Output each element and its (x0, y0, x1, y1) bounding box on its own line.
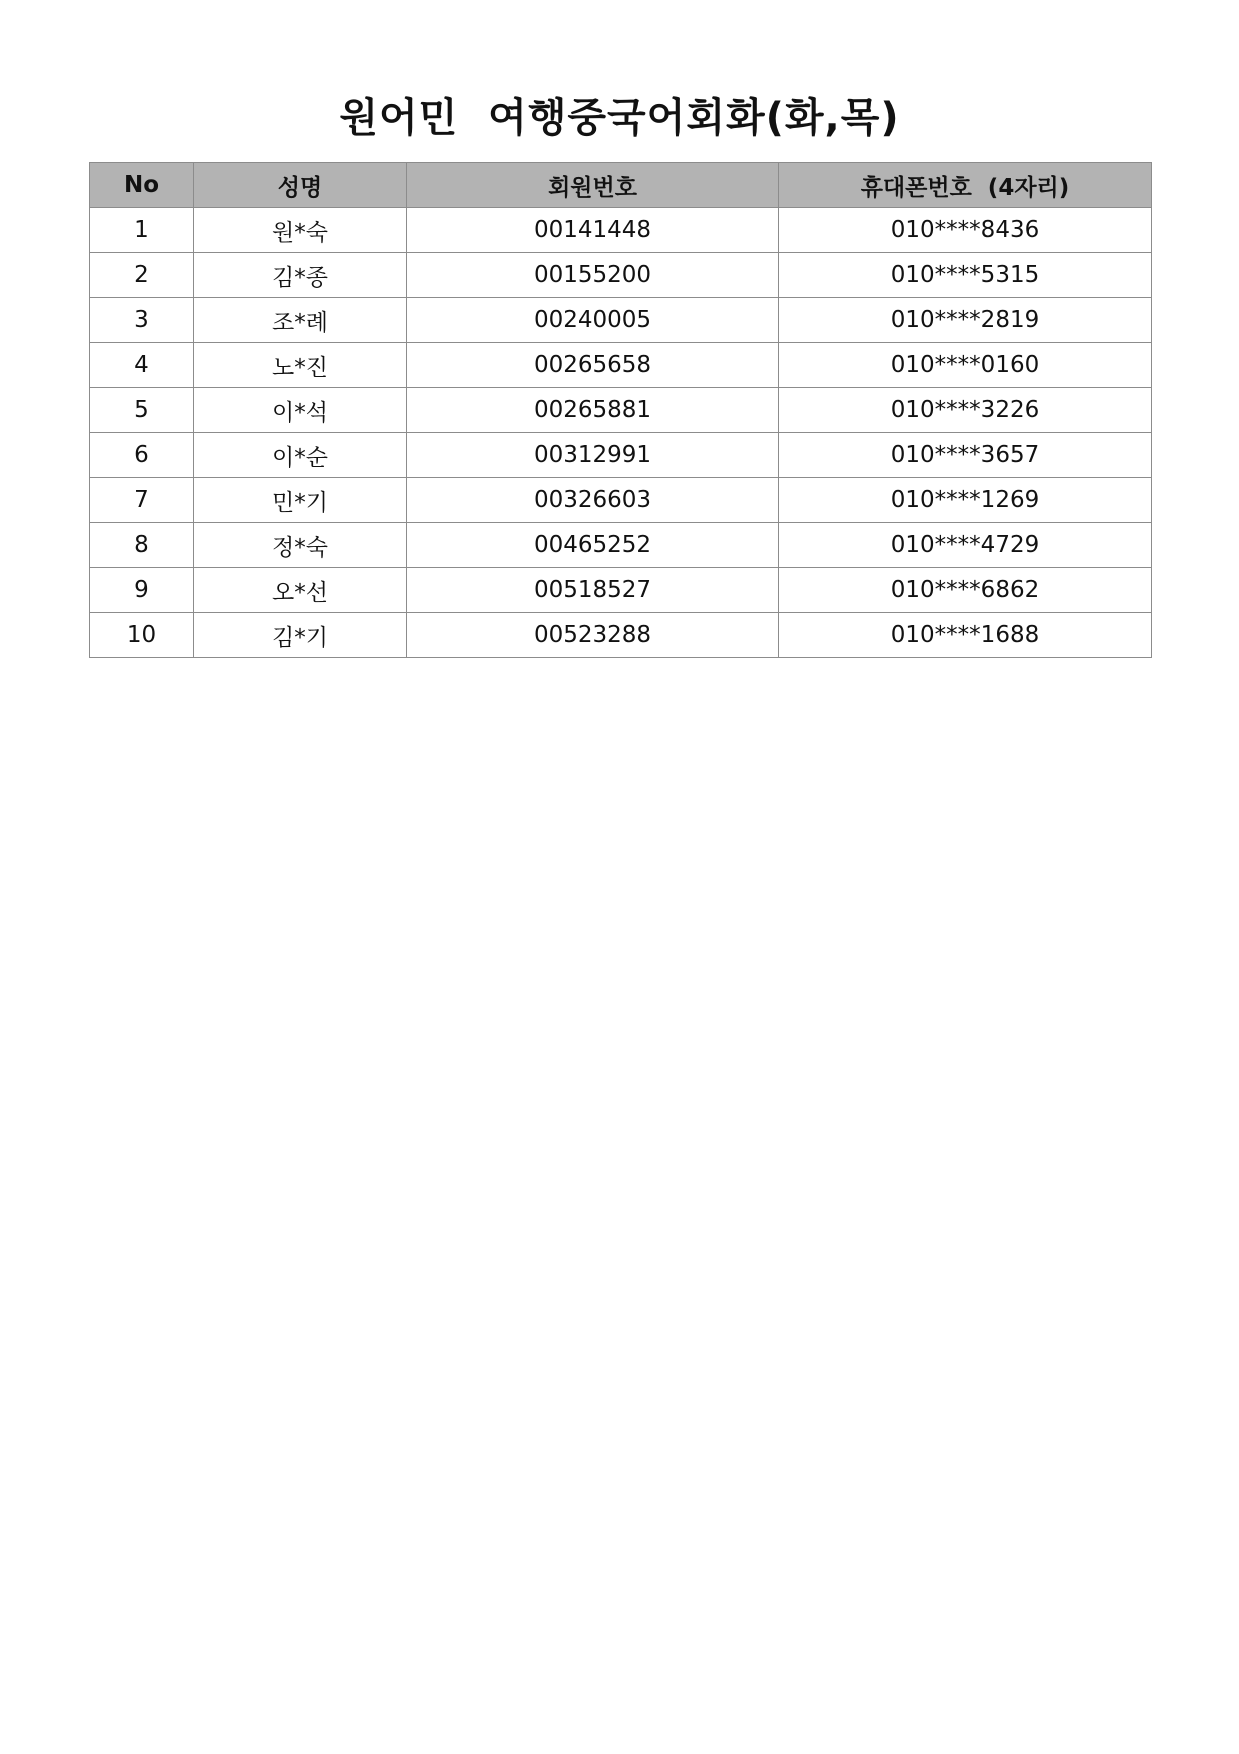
cell-name: 이*석 (194, 388, 407, 433)
cell-member-id: 00518527 (407, 568, 779, 613)
column-header-no: No (90, 163, 194, 208)
cell-no: 7 (90, 478, 194, 523)
cell-name: 원*숙 (194, 208, 407, 253)
table-row (90, 253, 1152, 298)
cell-phone: 010****2819 (779, 298, 1152, 343)
cell-name: 노*진 (194, 343, 407, 388)
cell-name: 오*선 (194, 568, 407, 613)
cell-phone: 010****4729 (779, 523, 1152, 568)
cell-member-id: 00141448 (407, 208, 779, 253)
cell-phone: 010****1688 (779, 613, 1152, 658)
cell-member-id: 00312991 (407, 433, 779, 478)
cell-no: 9 (90, 568, 194, 613)
cell-member-id: 00240005 (407, 298, 779, 343)
column-header-name: 성명 (194, 163, 407, 208)
cell-phone: 010****8436 (779, 208, 1152, 253)
column-header-phone: 휴대폰번호 (4자리) (779, 163, 1152, 208)
table-row (90, 298, 1152, 343)
cell-member-id: 00465252 (407, 523, 779, 568)
table-row (90, 523, 1152, 568)
cell-no: 8 (90, 523, 194, 568)
column-header-member-id: 회원번호 (407, 163, 779, 208)
table-row (90, 613, 1152, 658)
cell-name: 이*순 (194, 433, 407, 478)
cell-name: 김*기 (194, 613, 407, 658)
cell-member-id: 00523288 (407, 613, 779, 658)
cell-no: 4 (90, 343, 194, 388)
cell-member-id: 00265658 (407, 343, 779, 388)
cell-no: 2 (90, 253, 194, 298)
cell-name: 정*숙 (194, 523, 407, 568)
cell-phone: 010****6862 (779, 568, 1152, 613)
table-header-row (90, 163, 1152, 208)
table-row (90, 388, 1152, 433)
cell-no: 6 (90, 433, 194, 478)
cell-name: 조*례 (194, 298, 407, 343)
cell-name: 김*종 (194, 253, 407, 298)
cell-phone: 010****1269 (779, 478, 1152, 523)
cell-no: 10 (90, 613, 194, 658)
cell-no: 5 (90, 388, 194, 433)
table-row (90, 478, 1152, 523)
table-row (90, 433, 1152, 478)
cell-member-id: 00326603 (407, 478, 779, 523)
cell-phone: 010****3657 (779, 433, 1152, 478)
cell-no: 1 (90, 208, 194, 253)
cell-no: 3 (90, 298, 194, 343)
cell-phone: 010****3226 (779, 388, 1152, 433)
page-title: 원어민 여행중국어회화(화,목) (339, 95, 900, 141)
table-row (90, 208, 1152, 253)
table-row (90, 568, 1152, 613)
cell-name: 민*기 (194, 478, 407, 523)
cell-member-id: 00155200 (407, 253, 779, 298)
cell-phone: 010****5315 (779, 253, 1152, 298)
participant-table (89, 162, 1152, 658)
table-row (90, 343, 1152, 388)
cell-phone: 010****0160 (779, 343, 1152, 388)
cell-member-id: 00265881 (407, 388, 779, 433)
